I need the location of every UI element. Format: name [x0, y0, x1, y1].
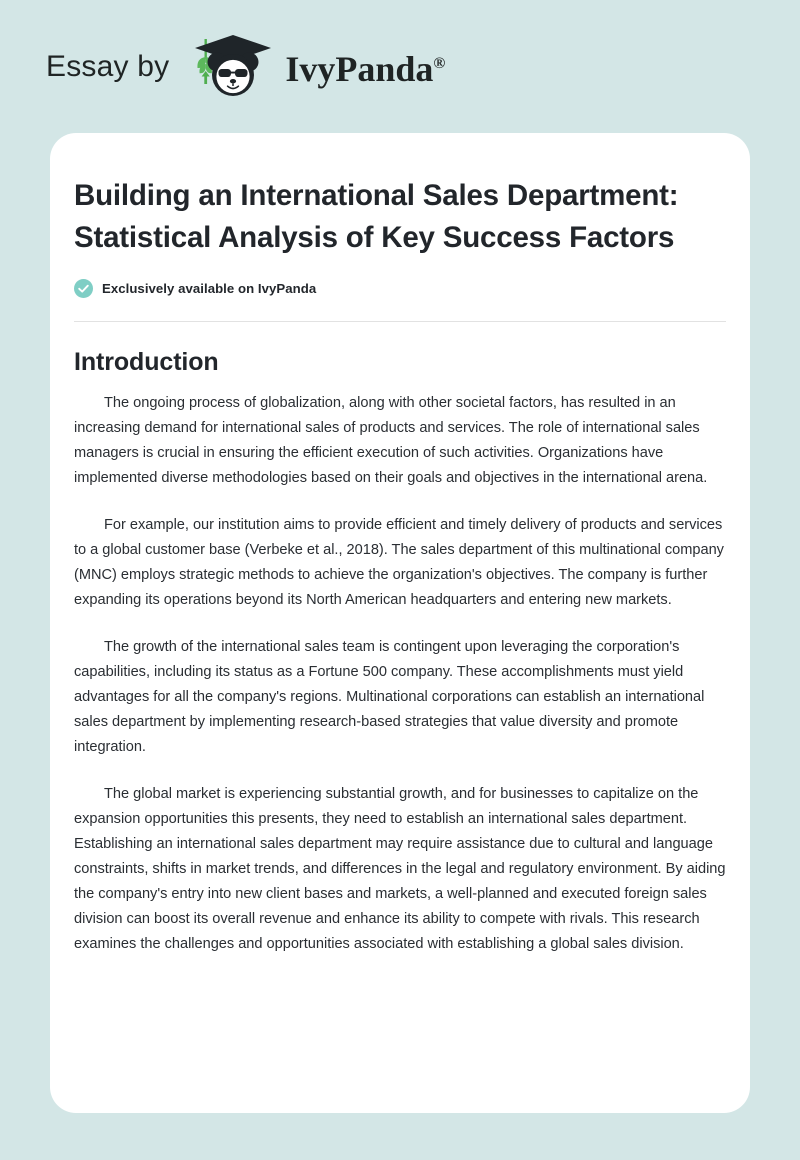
body-paragraph: The ongoing process of globalization, along with other societal factors, has resulted in an increasing demand for international sales of products and services. The role of international sales managers is crucial in ensuring the efficient execution of such activities. Organizations have implemented diverse methodologies based on their goals and objectives in the international arena.	[74, 395, 708, 486]
body-paragraph: For example, our institution aims to provide efficient and timely delivery of products and services to a global customer base (Verbeke et al., 2018). The sales department of this multinational company (MNC) employs strategic methods to achieve the organization's objectives. The company is further expanding its operations beyond its North American headquarters and entering new markets.	[74, 517, 724, 608]
ivypanda-logo-lockup[interactable]	[46, 31, 445, 103]
ivypanda-wordmark	[285, 48, 446, 89]
check-circle-icon	[74, 279, 93, 298]
body-paragraph: The global market is experiencing substantial growth, and for businesses to capitalize on the expansion opportunities this presents, they need to establish an international sales department. Establishing an international sales department may require assistance due to cultural and language constraints, shifts in market trends, and differences in the legal and regulatory environment. By aiding the company's entry into new client bases and markets, a well-planned and executed foreign sales division can boost its overall revenue and enhance its ability to compete with rivals. This research examines the challenges and opportunities associated with establishing a global sales division.	[74, 786, 726, 952]
exclusive-availability-label: Exclusively available on IvyPanda	[102, 281, 317, 296]
brand-name-text: IvyPanda	[285, 48, 434, 89]
registered-trademark-icon: ®	[433, 54, 446, 72]
page-title: Building an International Sales Department: Statistical Analysis of Key Success Factors	[74, 179, 679, 254]
section-heading-introduction: Introduction	[74, 348, 219, 376]
ivypanda-panda-graduate-logo-icon	[183, 31, 279, 103]
title-divider	[74, 321, 726, 322]
brand-header	[0, 0, 800, 133]
exclusive-availability-badge	[74, 279, 726, 298]
essay-card	[50, 133, 750, 1113]
essay-by-label: Essay by	[46, 49, 170, 83]
essay-body	[74, 391, 726, 957]
body-paragraph: The growth of the international sales team is contingent upon leveraging the corporation's capabilities, including its status as a Fortune 500 company. These accomplishments must yield advantages for all the company's regions. Multinational corporations can establish an international sales department by implementing research-based strategies that value diversity and promote integration.	[74, 639, 705, 755]
